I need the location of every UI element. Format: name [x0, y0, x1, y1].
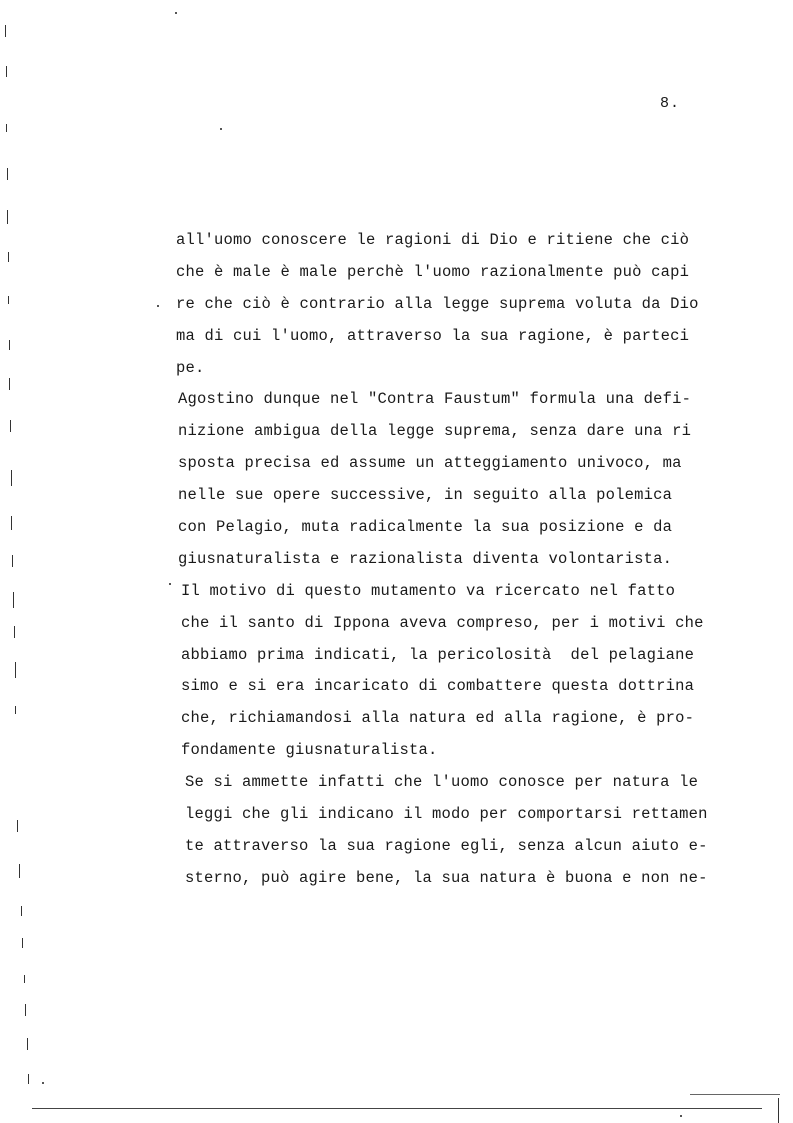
- body-text: [176, 225, 736, 895]
- scan-mark: [15, 662, 16, 678]
- scan-mark: [10, 420, 11, 432]
- scan-mark: [8, 296, 9, 304]
- scan-mark: [19, 864, 20, 878]
- scan-edge-line: [690, 1094, 780, 1095]
- text-line: sterno, può agire bene, la sua natura è buona e non ne-: [185, 868, 708, 887]
- text-line: Se si ammette infatti che l'uomo conosce per natura le: [185, 773, 699, 792]
- scan-mark: [11, 516, 12, 530]
- scan-mark: [15, 706, 16, 714]
- text-line: re che ciò è contrario alla legge suprema voluta da Dio: [176, 294, 699, 313]
- scan-mark: [7, 168, 8, 180]
- scan-edge-line: [32, 1108, 762, 1109]
- text-line: nelle sue opere successive, in seguito alla polemica: [178, 486, 673, 505]
- text-line: giusnaturalista e razionalista diventa volontarista.: [178, 549, 673, 568]
- scan-mark: [21, 906, 22, 916]
- text-line: all'uomo conoscere le ragioni di Dio e ritiene che ciò: [176, 231, 690, 249]
- text-line: sposta precisa ed assume un atteggiamento univoco, ma: [178, 454, 682, 473]
- scan-mark: [7, 210, 8, 224]
- text-line: ma di cui l'uomo, attraverso la sua ragione, è parteci: [176, 326, 690, 345]
- text-line: te attraverso la sua ragione egli, senza alcun aiuto e-: [185, 836, 708, 855]
- page-number: 8.: [660, 95, 681, 112]
- scan-mark: [6, 124, 7, 132]
- text-line: Il motivo di questo mutamento va ricercato nel fatto: [181, 581, 676, 600]
- text-line: con Pelagio, muta radicalmente la sua posizione e da: [178, 518, 673, 537]
- text-line: che il santo di Ippona aveva compreso, per i motivi che: [181, 613, 704, 632]
- scan-mark: [22, 938, 23, 948]
- text-line: fondamente giusnaturalista.: [181, 741, 438, 760]
- scan-speck: [220, 128, 222, 130]
- scan-mark: [24, 975, 25, 983]
- scan-mark: [17, 820, 18, 832]
- scan-mark: [27, 1038, 28, 1050]
- text-line: pe.: [176, 358, 205, 377]
- scan-speck: [169, 583, 171, 585]
- scan-mark: [8, 252, 9, 262]
- scan-speck: [42, 1082, 44, 1084]
- scan-speck: [157, 305, 159, 307]
- scan-edge-line: [778, 1098, 779, 1123]
- scan-mark: [6, 66, 7, 77]
- text-line: leggi che gli indicano il modo per comportarsi rettamen: [185, 805, 708, 824]
- text-line: abbiamo prima indicati, la pericolosità del pelagiane: [181, 645, 695, 664]
- scan-mark: [12, 555, 13, 567]
- scan-mark: [28, 1074, 29, 1084]
- text-line: che è male è male perchè l'uomo razionalmente può capi: [176, 262, 690, 281]
- scan-speck: [680, 1115, 682, 1117]
- scan-mark: [14, 626, 15, 638]
- text-line: nizione ambigua della legge suprema, senza dare una ri: [178, 422, 692, 441]
- text-line: che, richiamandosi alla natura ed alla ragione, è pro-: [181, 709, 695, 728]
- text-line: simo e si era incaricato di combattere questa dottrina: [181, 677, 695, 696]
- scan-mark: [25, 1004, 26, 1016]
- scan-speck: [175, 12, 177, 14]
- scan-mark: [11, 470, 12, 486]
- scan-mark: [5, 25, 6, 37]
- scan-mark: [9, 340, 10, 350]
- scan-mark: [9, 378, 10, 390]
- text-line: Agostino dunque nel "Contra Faustum" formula una defi-: [178, 390, 692, 409]
- scan-mark: [13, 592, 14, 608]
